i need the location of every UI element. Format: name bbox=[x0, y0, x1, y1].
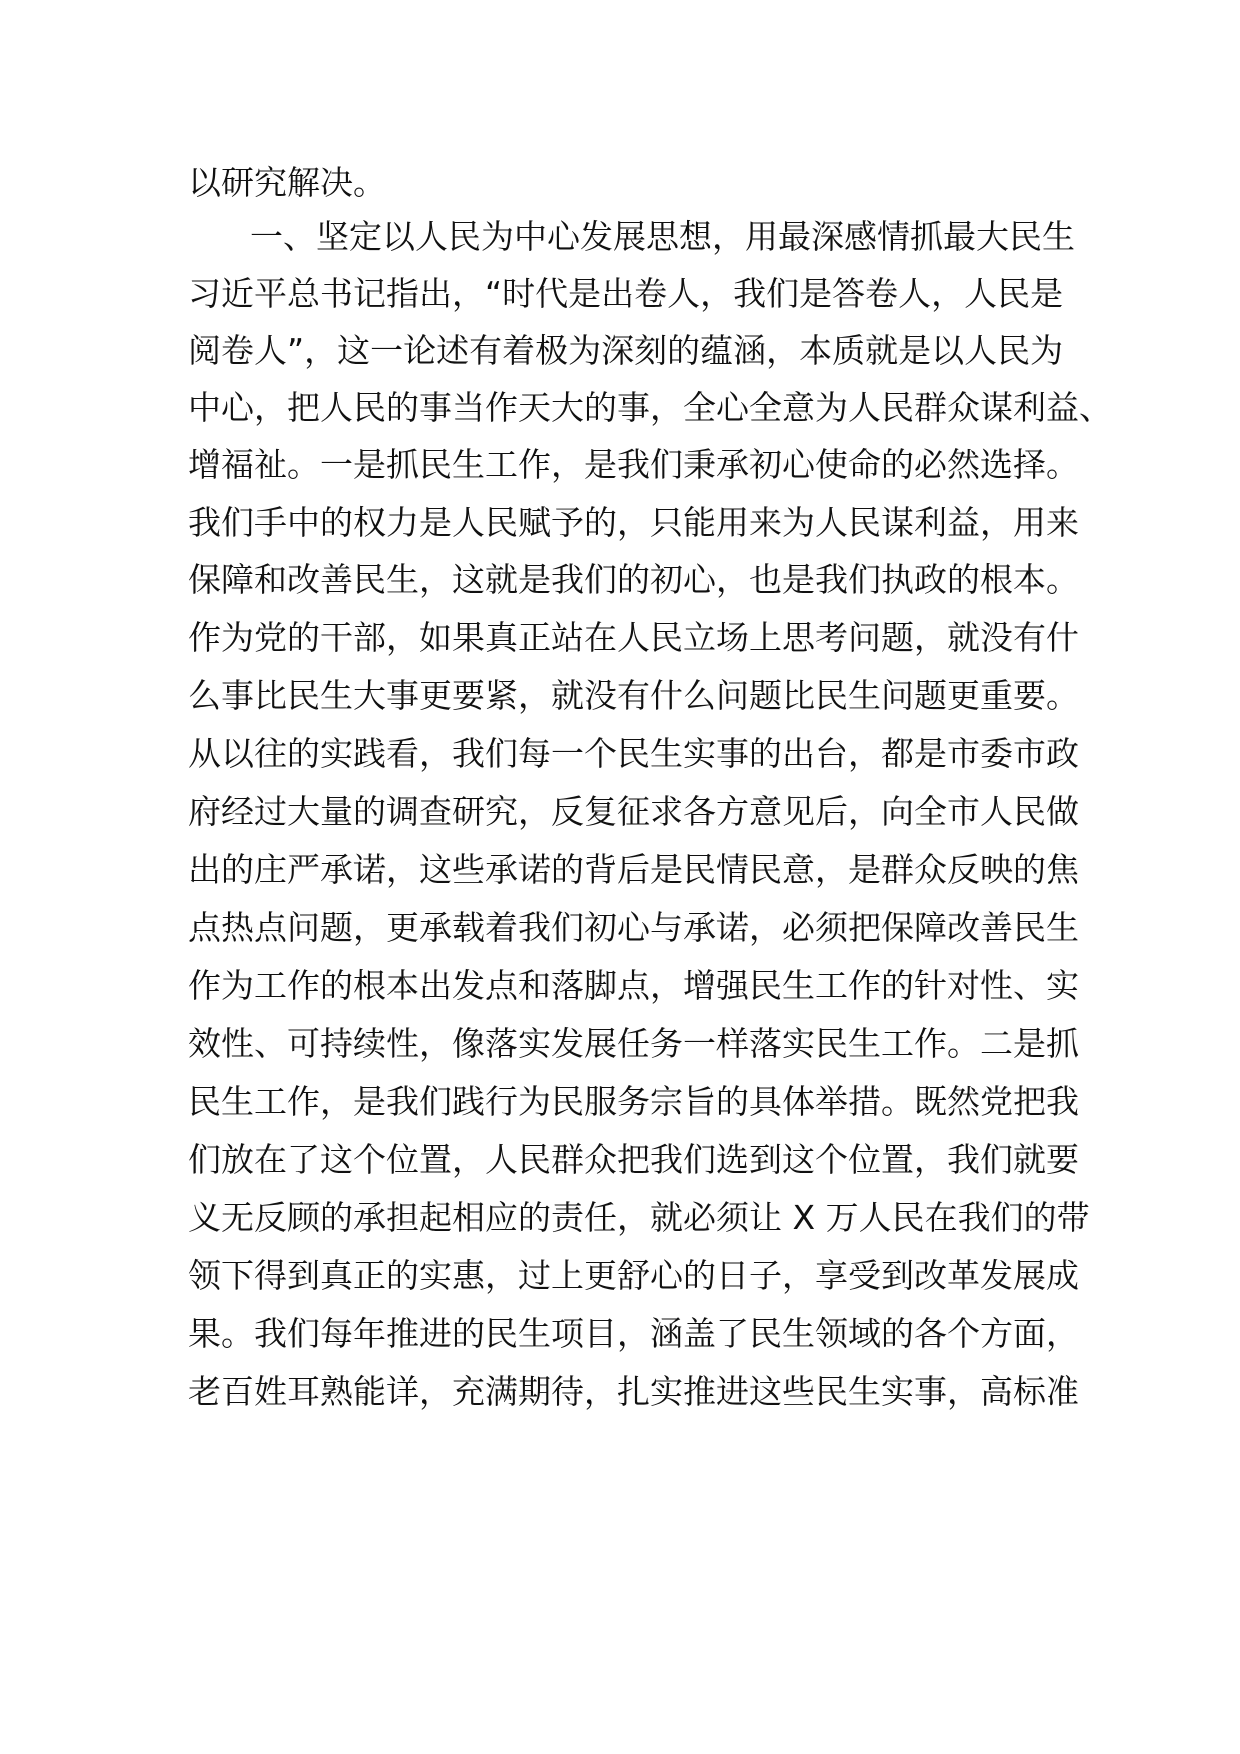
text-line: 从以往的实践看，我们每一个民生实事的出台，都是市委市政 bbox=[188, 734, 1079, 773]
text-line: 领下得到真正的实惠，过上更舒心的日子，享受到改革发展成 bbox=[188, 1256, 1079, 1295]
text-line: 民生工作，是我们践行为民服务宗旨的具体举措。既然党把我 bbox=[188, 1082, 1079, 1121]
text-line: 么事比民生大事更要紧，就没有什么问题比民生问题更重要。 bbox=[188, 676, 1079, 715]
text-line: 义无反顾的承担起相应的责任，就必须让 X 万人民在我们的带 bbox=[188, 1198, 1090, 1237]
text-line: 我们手中的权力是人民赋予的，只能用来为人民谋利益，用来 bbox=[188, 503, 1079, 542]
text-line: 出的庄严承诺，这些承诺的背后是民情民意，是群众反映的焦 bbox=[188, 850, 1079, 889]
text-line: 们放在了这个位置，人民群众把我们选到这个位置，我们就要 bbox=[188, 1140, 1079, 1179]
text-line: 以研究解决。 bbox=[188, 163, 386, 202]
text-line: 府经过大量的调查研究，反复征求各方意见后，向全市人民做 bbox=[188, 792, 1079, 831]
text-line: 点热点问题，更承载着我们初心与承诺，必须把保障改善民生 bbox=[188, 908, 1079, 947]
text-line: 中心，把人民的事当作天大的事，全心全意为人民群众谋利益、 bbox=[188, 388, 1112, 427]
text-line: 习近平总书记指出，“时代是出卷人，我们是答卷人，人民是 bbox=[188, 274, 1064, 313]
text-line: 作为工作的根本出发点和落脚点，增强民生工作的针对性、实 bbox=[188, 966, 1079, 1005]
text-line: 效性、可持续性，像落实发展任务一样落实民生工作。二是抓 bbox=[188, 1024, 1079, 1063]
text-line: 增福祉。一是抓民生工作，是我们秉承初心使命的必然选择。 bbox=[188, 445, 1079, 484]
text-line: 保障和改善民生，这就是我们的初心，也是我们执政的根本。 bbox=[188, 560, 1079, 599]
text-line: 老百姓耳熟能详，充满期待，扎实推进这些民生实事，高标准 bbox=[188, 1372, 1079, 1411]
text-line: 果。我们每年推进的民生项目，涵盖了民生领域的各个方面， bbox=[188, 1314, 1079, 1353]
section-heading: 一、坚定以人民为中心发展思想，用最深感情抓最大民生 bbox=[250, 217, 1075, 256]
text-line: 阅卷人”，这一论述有着极为深刻的蕴涵，本质就是以人民为 bbox=[188, 331, 1064, 370]
text-line: 作为党的干部，如果真正站在人民立场上思考问题，就没有什 bbox=[188, 618, 1079, 657]
